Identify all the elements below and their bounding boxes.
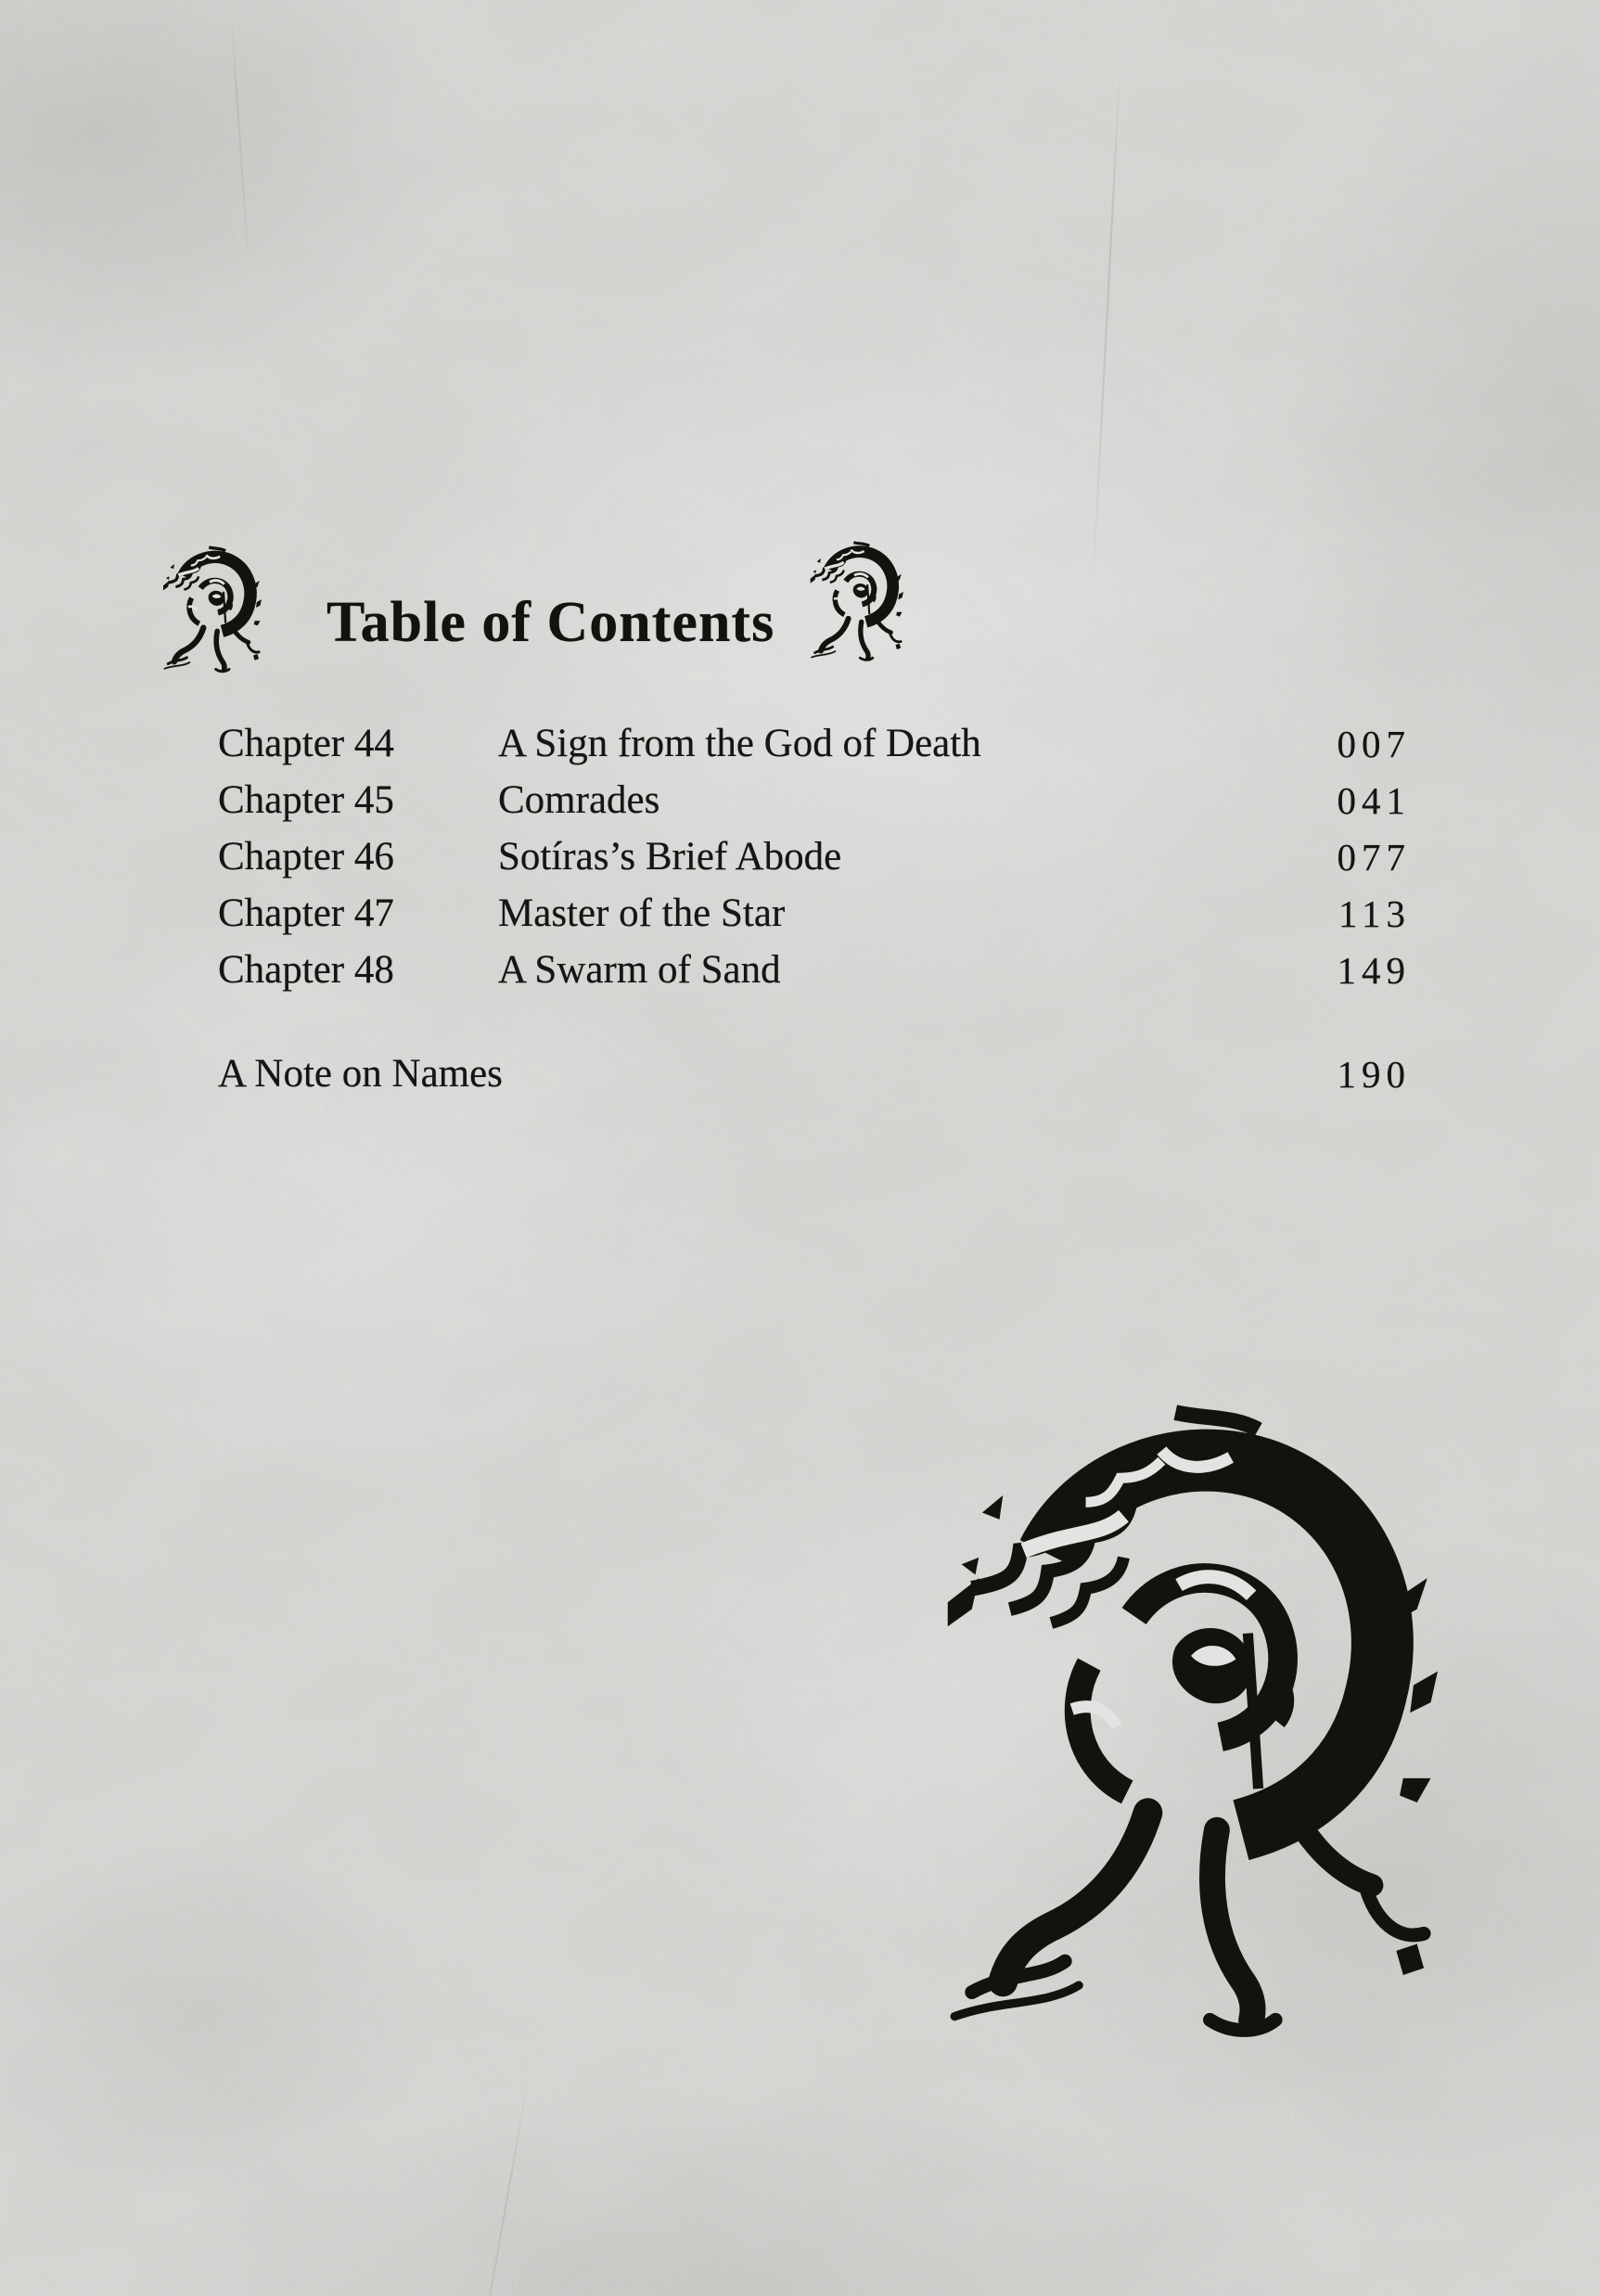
chapter-list <box>218 715 1411 998</box>
paper-crack-line <box>1092 65 1120 584</box>
chapter-row <box>218 715 1411 772</box>
page-title: Table of Contents <box>326 591 775 654</box>
note-on-names-row <box>218 1045 1411 1102</box>
chapter-title: Sotíras’s Brief Abode <box>498 835 842 879</box>
chapter-page-number: 041 <box>1337 778 1411 822</box>
chapter-row <box>218 772 1411 828</box>
chapter-row <box>218 942 1411 998</box>
chapter-row <box>218 885 1411 942</box>
chapter-row <box>218 828 1411 885</box>
chapter-label: Chapter 45 <box>218 778 394 822</box>
chapter-title: A Sign from the God of Death <box>498 722 981 765</box>
chapter-label: Chapter 44 <box>218 722 394 765</box>
note-page-number: 190 <box>1337 1052 1411 1096</box>
chapter-label: Chapter 47 <box>218 891 394 935</box>
chapter-title: Master of the Star <box>498 891 786 935</box>
ink-swirl-emblem-icon <box>158 531 262 696</box>
note-label: A Note on Names <box>218 1052 503 1096</box>
chapter-label: Chapter 48 <box>218 948 394 992</box>
chapter-title: A Swarm of Sand <box>498 948 781 992</box>
chapter-label: Chapter 46 <box>218 835 394 879</box>
paper-crack-line <box>230 14 250 273</box>
chapter-page-number: 113 <box>1338 891 1411 935</box>
paper-crack-line <box>467 2076 530 2296</box>
chapter-page-number: 007 <box>1337 722 1411 765</box>
chapter-title: Comrades <box>498 778 660 822</box>
ink-swirl-emblem-icon <box>805 525 903 685</box>
ink-swirl-emblem-large-icon <box>920 1325 1438 2156</box>
chapter-page-number: 149 <box>1337 948 1411 992</box>
chapter-page-number: 077 <box>1337 835 1411 879</box>
